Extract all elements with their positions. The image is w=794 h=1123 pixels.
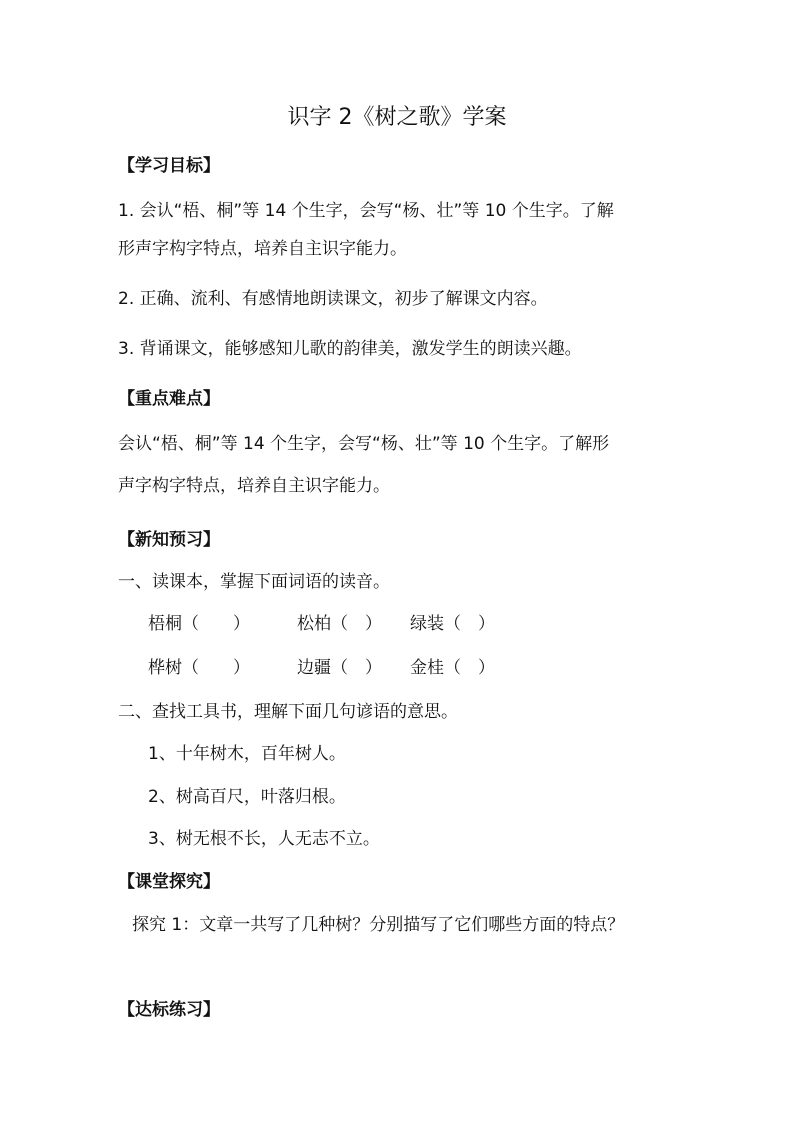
keypoints-line-2: 声字构字特点，培养自主识字能力。 — [118, 476, 390, 496]
keypoints-line-1: 会认“梧、桐”等 14 个生字，会写“杨、壮”等 10 个生字。了解形 — [118, 434, 610, 454]
goal-item-2: 2. 正确、流利、有感情地朗读课文，初步了解课文内容。 — [118, 289, 548, 309]
explore-question-1: 探究 1：文章一共写了几种树？分别描写了它们哪些方面的特点？ — [132, 915, 625, 935]
proverb-item: 1、十年树木，百年树人。 — [148, 744, 346, 764]
goal-item-3: 3. 背诵课文，能够感知儿歌的韵律美，激发学生的朗读兴趣。 — [118, 339, 582, 359]
goals-heading: 【学习目标】 — [118, 156, 220, 176]
preview-heading: 【新知预习】 — [118, 530, 220, 550]
proverb-item: 2、树高百尺，叶落归根。 — [148, 787, 346, 807]
word-item: 绿装（ ） — [410, 614, 495, 634]
practice-heading: 【达标练习】 — [118, 1000, 220, 1020]
word-item: 松柏（ ） — [297, 614, 382, 634]
preview-task-1: 一、读课本，掌握下面词语的读音。 — [118, 572, 390, 592]
keypoints-heading: 【重点难点】 — [118, 389, 220, 409]
word-item: 金桂（ ） — [410, 658, 495, 678]
word-item: 桦树（ ） — [148, 658, 250, 678]
page-title: 识字 2《树之歌》学案 — [287, 105, 507, 130]
proverb-item: 3、树无根不长，人无志不立。 — [148, 829, 380, 849]
word-item: 梧桐（ ） — [148, 614, 250, 634]
preview-task-2: 二、查找工具书，理解下面几句谚语的意思。 — [118, 702, 458, 722]
word-item: 边疆（ ） — [297, 658, 382, 678]
explore-heading: 【课堂探究】 — [118, 872, 220, 892]
goal-item-1-cont: 形声字构字特点，培养自主识字能力。 — [118, 239, 407, 259]
goal-item-1: 1. 会认“梧、桐”等 14 个生字，会写“杨、壮”等 10 个生字。了解 — [118, 201, 614, 221]
